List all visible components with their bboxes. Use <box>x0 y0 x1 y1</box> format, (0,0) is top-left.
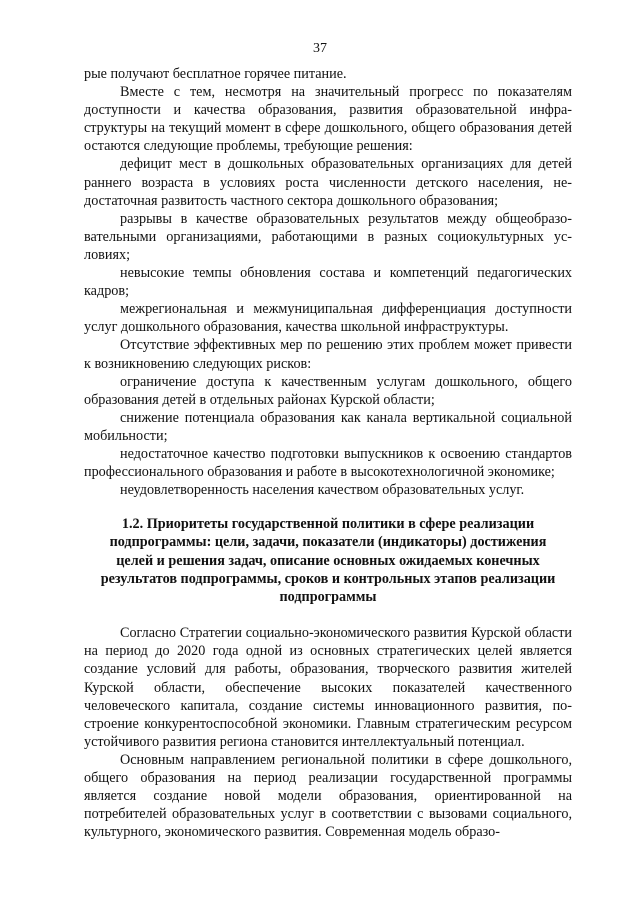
list-item-risk-1: ограничение доступа к качественным услугам дошкольного, общего образования детей в отдельных районах Курской области; <box>84 373 572 408</box>
section-heading: 1.2. Приоритеты государственной политики в сфере реализации подпрограммы: цели, задачи, показатели (индикаторы) достижения целей и решения задач, описание основных ожидаемых конечных результатов подпрограммы, сроков и контрольных этапов реализации подпрограммы <box>100 516 556 606</box>
paragraph-regional-policy: Основным направлением региональной политики в сфере дошкольного, общего образования на период реализации государственной программы является создание новой модели образования, ориентированной на потребителей образовательных услуг в соответствии с вызовами социального, культурного, экономического развития. Современная модель образо- <box>84 751 572 841</box>
list-item-problem-3: невысокие темпы обновления состава и компетенций педагогических кадров; <box>84 265 572 300</box>
list-item-risk-3: недостаточное качество подготовки выпускников к освоению стандартов профессионального образования и работе в высокотехнологичной экономике; <box>84 445 572 481</box>
page-number: 37 <box>313 41 327 56</box>
paragraph-risks-intro: Отсутствие эффективных мер по решению этих проблем может привести к возникновению следующих рисков: <box>84 337 572 372</box>
paragraph-strategy: Согласно Стратегии социально-экономического развития Курской области на период до 2020 года одной из основных стратегических целей является создание условий для работы, образования, творческого развития жителей Курской области, обеспечение высоких показателей качественного человеческого капитала, создание системы инновационного развития, построение конкурентоспособной экономики. Главным стратегическим ресурсом устойчивого развития региона становится интеллектуальный потенциал. <box>84 625 572 750</box>
list-item-problem-2: разрывы в качестве образовательных результатов между общеобразовательными организациями, работающими в разных социокультурных условиях; <box>84 210 572 263</box>
paragraph-problems-intro: Вместе с тем, несмотря на значительный прогресс по показателям доступности и качества образования, развития образовательной инфраструктуры на текущий момент в сфере дошкольного, общего образования детей остаются следующие проблемы, требующие решения: <box>84 84 572 155</box>
document-body <box>84 65 572 841</box>
paragraph-continuation: рые получают бесплатное горячее питание. <box>84 66 347 82</box>
list-item-risk-2: снижение потенциала образования как канала вертикальной социальной мобильности; <box>84 409 572 444</box>
list-item-risk-4: неудовлетворенность населения качеством образовательных услуг. <box>120 482 525 499</box>
list-item-problem-1: дефицит мест в дошкольных образовательных организациях для детей раннего возраста в условиях роста численности детского населения, недостаточная развитость частного сектора дошкольного образования; <box>84 156 572 209</box>
list-item-problem-4: межрегиональная и межмуниципальная дифференциация доступности услуг дошкольного образования, качества школьной инфраструктуры. <box>84 301 572 336</box>
